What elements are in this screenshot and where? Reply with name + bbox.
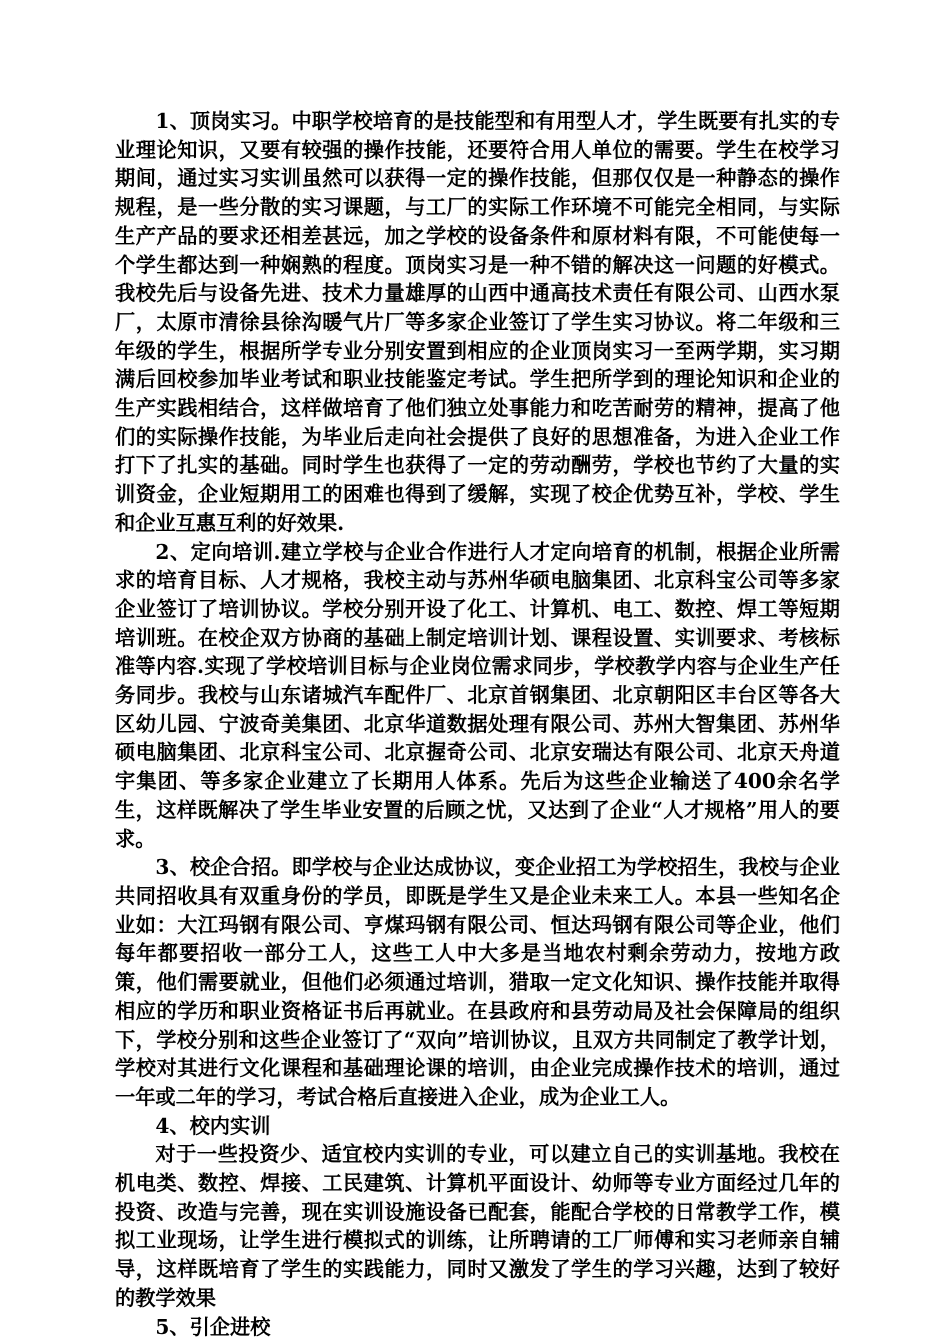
paragraph-directed-training: 2、定向培训.建立学校与企业合作进行人才定向培育的机制，根据企业所需求的培育目标、人才规格，我校主动与苏州华硕电脑集团、北京科宝公司等多家企业签订了培训协议。学校分别开设了化工、计算机、电工、数控、焊工等短期培训班。在校企双方协商的基础上制定培训计划、课程设置、实训要求、考核标准等内容.实现了学校培训目标与企业岗位需求同步，学校教学内容与企业生产任务同步。我校与山东诸城汽车配件厂、北京首钢集团、北京朝阳区丰台区等各大区幼儿园、宁波奇美集团、北京华道数据处理有限公司、苏州大智集团、苏州华硕电脑集团、北京科宝公司、北京握奇公司、北京安瑞达有限公司、北京天舟道宇集团、等多家企业建立了长期用人体系。先后为这些企业输送了400余名学生，这样既解决了学生毕业安置的后顾之忧，又达到了企业“人才规格”用人的要求。 <box>115 539 840 851</box>
paragraph-joint-recruitment: 3、校企合招。即学校与企业达成协议，变企业招工为学校招生，我校与企业共同招收具有双重身份的学员，即既是学生又是企业未来工人。本县一些知名企业如：大江玛钢有限公司、亨煤玛钢有限公司、恒达玛钢有限公司等企业，他们每年都要招收一部分工人，这些工人中大多是当地农村剩余劳动力，按地方政策，他们需要就业，但他们必须通过培训，猎取一定文化知识、操作技能并取得相应的学历和职业资格证书后再就业。在县政府和县劳动局及社会保障局的组织下，学校分别和这些企业签订了“双向”培训协议，且双方共同制定了教学计划，学校对其进行文化课程和基础理论课的培训，由企业完成操作技术的培训，通过一年或二年的学习，考试合格后直接进入企业，成为企业工人。 <box>115 855 840 1109</box>
heading-campus-training: 4、校内实训 <box>155 1113 271 1138</box>
heading-bring-enterprise-in: 5、引企进校 <box>155 1314 271 1339</box>
document-page <box>115 107 840 1341</box>
paragraph-internship: 1、顶岗实习。中职学校培育的是技能型和有用型人才，学生既要有扎实的专业理论知识，又要有较强的操作技能，还要符合用人单位的需要。学生在校学习期间，通过实习实训虽然可以获得一定的操作技能，但那仅仅是一种静态的操作规程，是一些分散的实习课题，与工厂的实际工作环境不可能完全相同，与实际生产产品的要求还相差甚远，加之学校的设备条件和原材料有限，不可能使每一个学生都达到一种娴熟的程度。顶岗实习是一种不错的解决这一问题的好模式。我校先后与设备先进、技术力量雄厚的山西中通高技术责任有限公司、山西水泵厂，太原市清徐县徐沟暖气片厂等多家企业签订了学生实习协议。将二年级和三年级的学生，根据所学专业分别安置到相应的企业顶岗实习一至两学期，实习期满后回校参加毕业考试和职业技能鉴定考试。学生把所学到的理论知识和企业的生产实践相结合，这样做培育了他们独立处事能力和吃苦耐劳的精神，提高了他们的实际操作技能，为毕业后走向社会提供了良好的思想准备，为进入企业工作打下了扎实的基础。同时学生也获得了一定的劳动酬劳，学校也节约了大量的实训资金，企业短期用工的困难也得到了缓解，实现了校企优势互补，学校、学生和企业互惠互利的好效果. <box>115 109 840 535</box>
paragraph-campus-training: 对于一些投资少、适宜校内实训的专业，可以建立自己的实训基地。我校在机电类、数控、焊接、工民建筑、计算机平面设计、幼师等专业方面经过几年的投资、改造与完善，现在实训设施设备已配套，能配合学校的日常教学工作，模拟工业现场，让学生进行模拟式的训练，让所聘请的工厂师傅和实习老师亲自辅导，这样既培育了学生的实践能力，同时又激发了学生的学习兴趣，达到了较好的教学效果 <box>115 1142 840 1310</box>
